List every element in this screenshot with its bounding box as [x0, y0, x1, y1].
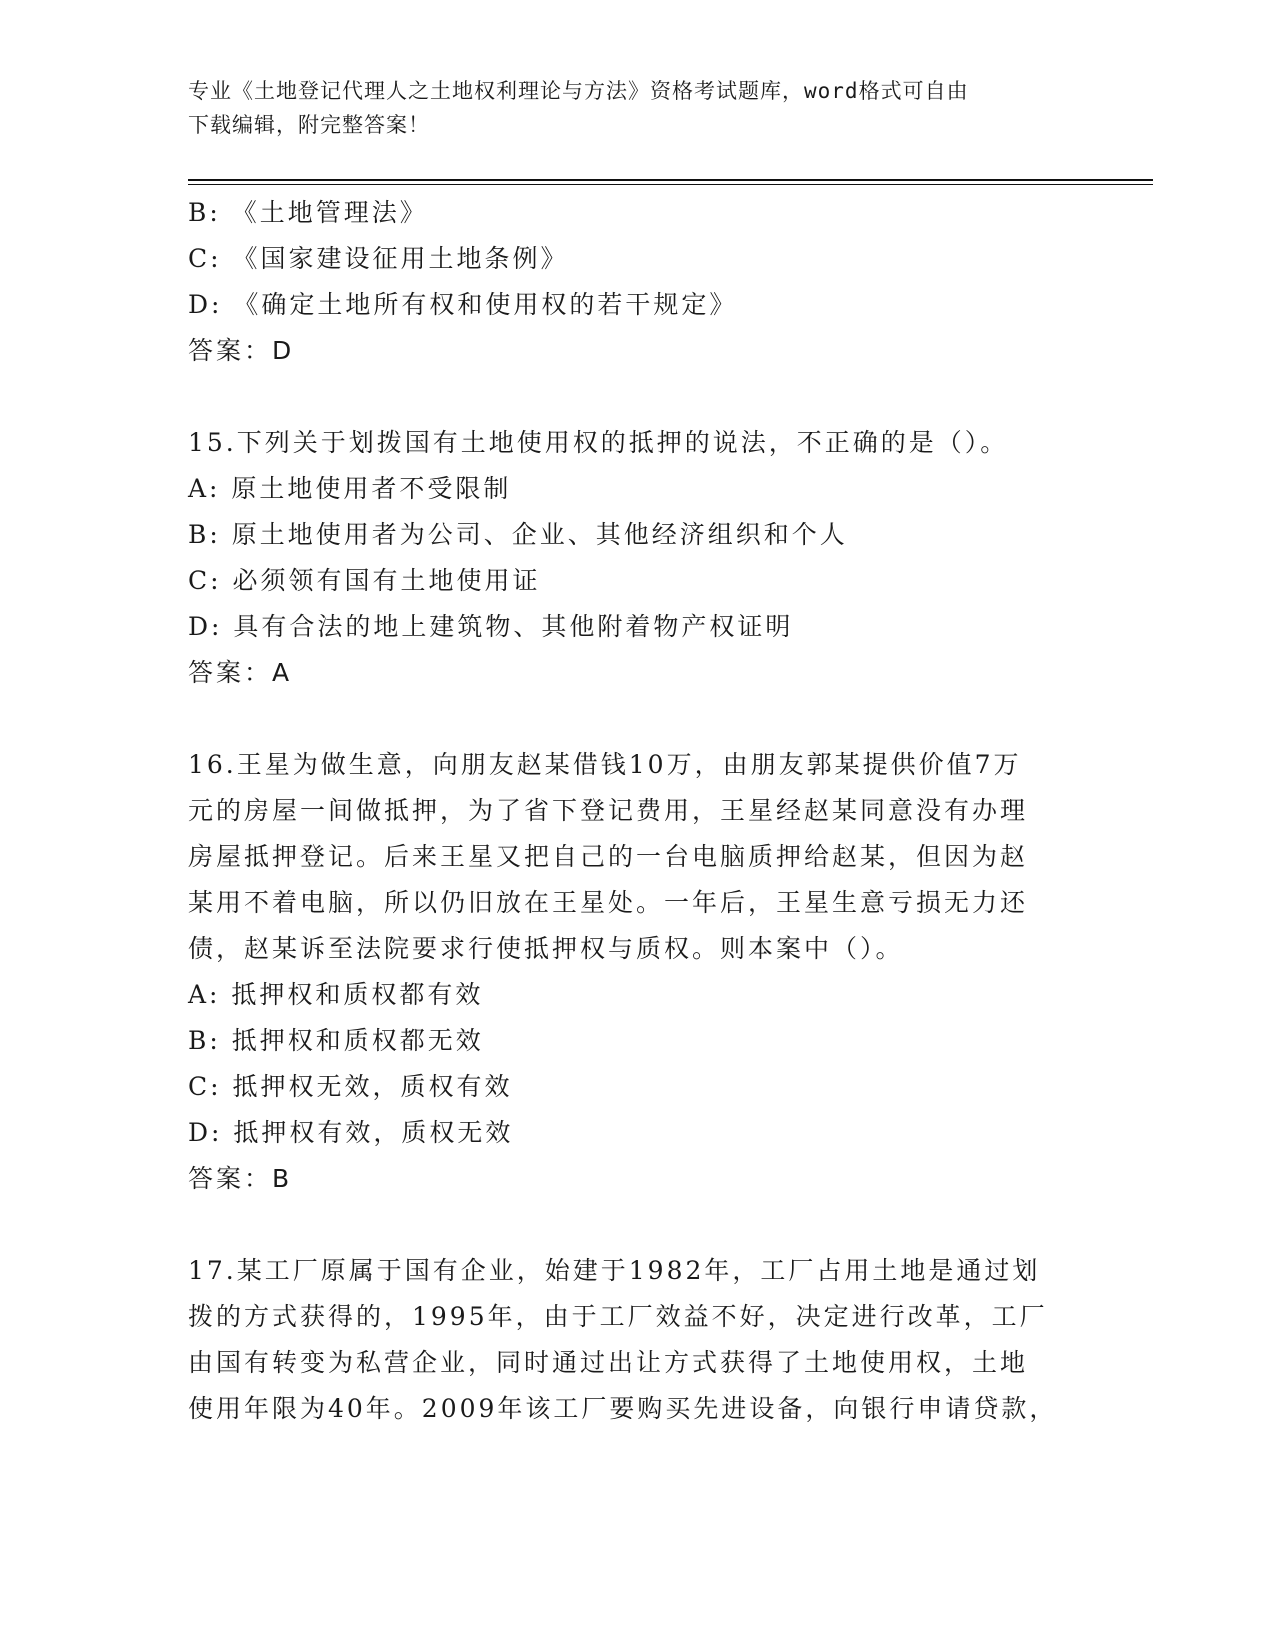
option-c: C: 必须领有国有土地使用证 — [188, 566, 541, 595]
option-d: D: 具有合法的地上建筑物、其他附着物产权证明 — [188, 612, 794, 641]
question-stem-line: 元的房屋一间做抵押，为了省下登记费用，王星经赵某同意没有办理 — [188, 796, 1029, 825]
document-header — [188, 74, 1068, 142]
question-stem-line: 17.某工厂原属于国有企业，始建于1982年，工厂占用土地是通过划 — [188, 1256, 1041, 1285]
option-a: A: 抵押权和质权都有效 — [188, 980, 484, 1009]
spacer — [188, 374, 1088, 420]
header-line-2: 下载编辑，附完整答案！ — [188, 113, 430, 137]
answer-label: 答案：A — [188, 658, 293, 687]
answer-label: 答案：B — [188, 1164, 293, 1193]
option-b: B: 抵押权和质权都无效 — [188, 1026, 484, 1055]
option-c: C: 《国家建设征用土地条例》 — [188, 244, 569, 273]
question-stem-line: 拨的方式获得的，1995年，由于工厂效益不好，决定进行改革，工厂 — [188, 1302, 1048, 1331]
header-line-1: 专业《土地登记代理人之土地权利理论与方法》资格考试题库，word格式可自由 — [188, 79, 969, 103]
option-b: B: 原土地使用者为公司、企业、其他经济组织和个人 — [188, 520, 848, 549]
spacer — [188, 696, 1088, 742]
question-16 — [188, 742, 1088, 1202]
question-17 — [188, 1248, 1088, 1432]
question-stem: 15.下列关于划拨国有土地使用权的抵押的说法，不正确的是（）。 — [188, 428, 1009, 457]
option-b: B: 《土地管理法》 — [188, 198, 428, 227]
question-stem-line: 使用年限为40年。2009年该工厂要购买先进设备，向银行申请贷款， — [188, 1394, 1058, 1423]
question-14 — [188, 190, 1088, 374]
question-stem-line: 债，赵某诉至法院要求行使抵押权与质权。则本案中（）。 — [188, 934, 904, 963]
question-stem-line: 房屋抵押登记。后来王星又把自己的一台电脑质押给赵某，但因为赵 — [188, 842, 1029, 871]
answer-label: 答案：D — [188, 336, 295, 365]
header-divider — [188, 179, 1153, 185]
question-stem-line: 16.王星为做生意，向朋友赵某借钱10万，由朋友郭某提供价值7万 — [188, 750, 1022, 779]
question-15 — [188, 420, 1088, 696]
question-content — [188, 190, 1088, 1432]
option-d: D: 《确定土地所有权和使用权的若干规定》 — [188, 290, 738, 319]
spacer — [188, 1202, 1088, 1248]
question-stem-line: 某用不着电脑，所以仍旧放在王星处。一年后，王星生意亏损无力还 — [188, 888, 1029, 917]
question-stem-line: 由国有转变为私营企业，同时通过出让方式获得了土地使用权，土地 — [188, 1348, 1029, 1377]
option-a: A: 原土地使用者不受限制 — [188, 474, 512, 503]
option-d: D: 抵押权有效，质权无效 — [188, 1118, 514, 1147]
option-c: C: 抵押权无效，质权有效 — [188, 1072, 513, 1101]
